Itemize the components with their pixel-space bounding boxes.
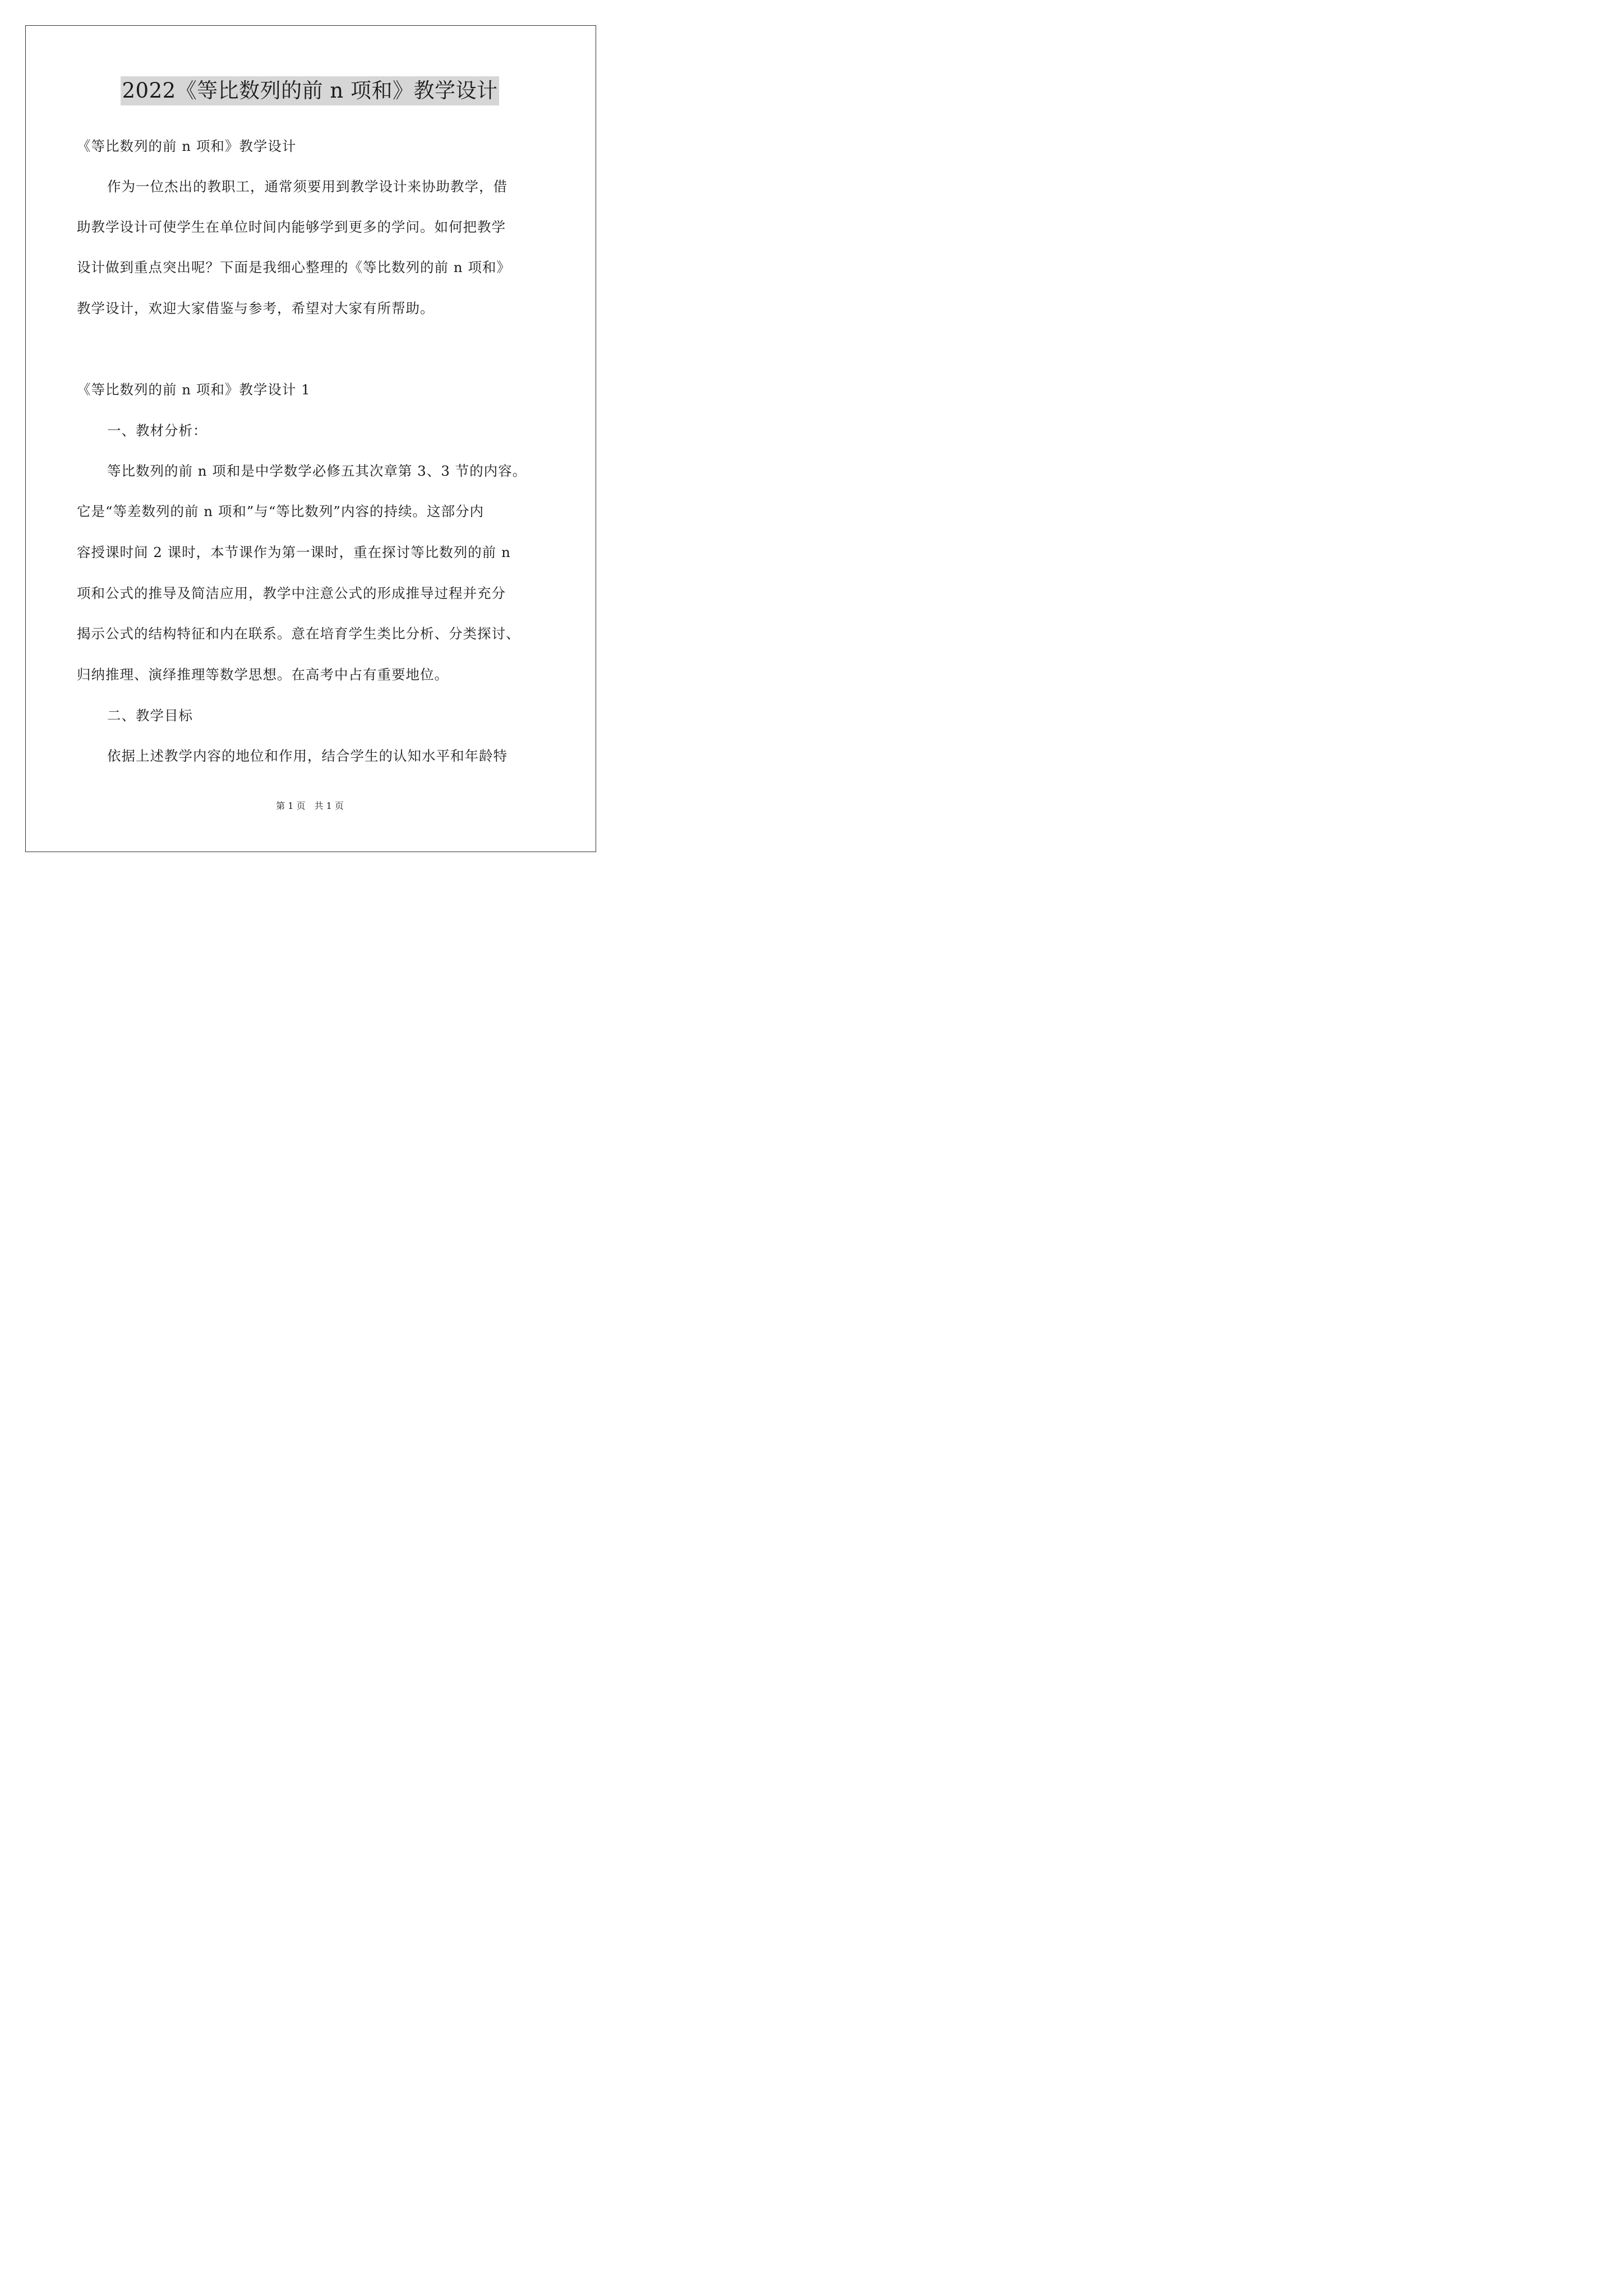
analysis-line-2: 它是“等差数列的前 n 项和”与“等比数列”内容的持续。这部分内: [77, 503, 484, 519]
analysis-line-5: 揭示公式的结构特征和内在联系。意在培育学生类比分析、分类探讨、: [77, 625, 520, 642]
analysis-line-3: 容授课时间 2 课时，本节课作为第一课时，重在探讨等比数列的前 n: [77, 544, 511, 560]
page-footer: 第 1 页 共 1 页: [276, 800, 344, 811]
section-title: 《等比数列的前 n 项和》教学设计 1: [77, 381, 311, 398]
analysis-line-4: 项和公式的推导及简洁应用，教学中注意公式的形成推导过程并充分: [77, 585, 506, 601]
goals-line-1: 依据上述教学内容的地位和作用，结合学生的认知水平和年龄特: [107, 748, 508, 764]
document-subtitle: 《等比数列的前 n 项和》教学设计: [77, 138, 297, 154]
heading-textbook-analysis: 一、教材分析：: [107, 422, 208, 439]
analysis-line-1: 等比数列的前 n 项和是中学数学必修五其次章第 3、3 节的内容。: [107, 463, 527, 479]
document-title: 2022《等比数列的前 n 项和》教学设计: [121, 76, 499, 105]
heading-teaching-goals: 二、教学目标: [107, 707, 193, 724]
intro-line-2: 助教学设计可使学生在单位时间内能够学到更多的学问。如何把教学: [77, 219, 506, 235]
intro-line-1: 作为一位杰出的教职工，通常须要用到教学设计来协助教学，借: [107, 178, 508, 195]
intro-line-4: 教学设计，欢迎大家借鉴与参考，希望对大家有所帮助。: [77, 300, 435, 316]
intro-line-3: 设计做到重点突出呢？下面是我细心整理的《等比数列的前 n 项和》: [77, 259, 511, 275]
analysis-line-6: 归纳推理、演绎推理等数学思想。在高考中占有重要地位。: [77, 666, 449, 683]
title-block: [0, 76, 620, 105]
